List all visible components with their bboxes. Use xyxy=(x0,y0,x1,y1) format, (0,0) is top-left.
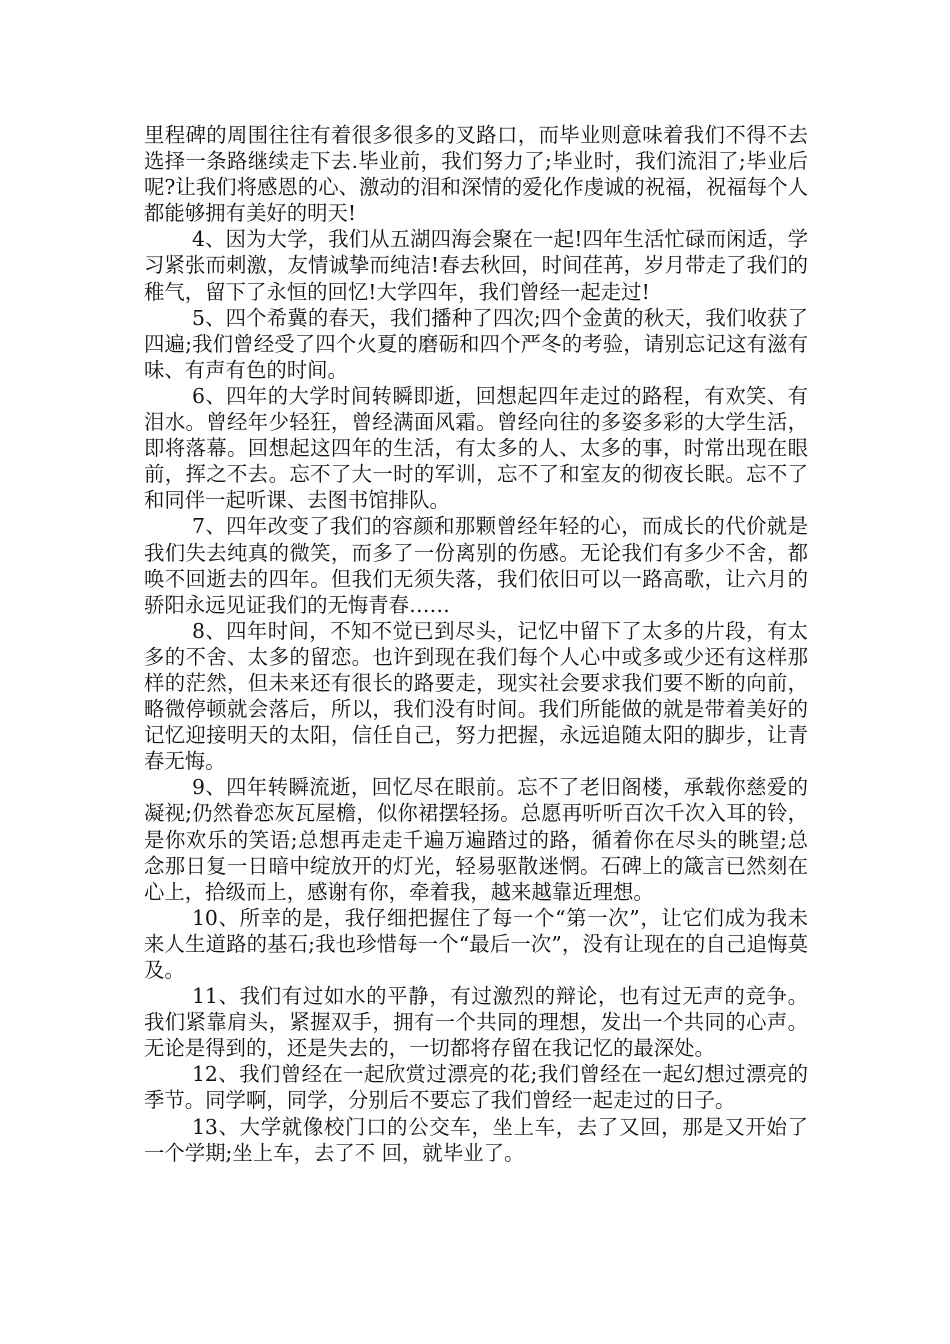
paragraph-item-4: 4、因为大学，我们从五湖四海会聚在一起!四年生活忙碌而闲适，学习紧张而刺激，友情诚挚而纯洁!春去秋回，时间荏苒，岁月带走了我们的稚气，留下了永恒的回忆!大学四年，我们曾经一起走过! xyxy=(144,227,808,304)
paragraph-item-6: 6、四年的大学时间转瞬即逝，回想起四年走过的路程，有欢笑、有泪水。曾经年少轻狂，曾经满面风霜。曾经向往的多姿多彩的大学生活，即将落幕。回想起这四年的生活，有太多的人、太多的事，时常出现在眼前，挥之不去。忘不了大一时的军训，忘不了和室友的彻夜长眠。忘不了和同伴一起听课、去图书馆排队。 xyxy=(144,383,808,513)
paragraph-item-7: 7、四年改变了我们的容颜和那颗曾经年轻的心，而成长的代价就是我们失去纯真的微笑，而多了一份离别的伤感。无论我们有多少不舍，都唤不回逝去的四年。但我们无须失落，我们依旧可以一路高歌，让六月的骄阳永远见证我们的无悔青春…… xyxy=(144,514,808,617)
paragraph-item-9: 9、四年转瞬流逝，回忆尽在眼前。忘不了老旧阁楼，承载你慈爱的凝视;仍然眷恋灰瓦屋檐，似你裙摆轻扬。总愿再听听百次千次入耳的铃，是你欢乐的笑语;总想再走走千遍万遍踏过的路，循着你在尽头的眺望;总念那日复一日暗中绽放开的灯光，轻易驱散迷惘。石碑上的箴言已然刻在心上，拾级而上，感谢有你，牵着我，越来越靠近理想。 xyxy=(144,775,808,904)
document-body xyxy=(144,122,808,1166)
paragraph-item-8: 8、四年时间，不知不觉已到尽头，记忆中留下了太多的片段，有太多的不舍、太多的留恋。也许到现在我们每个人心中或多或少还有这样那样的茫然，但未来还有很长的路要走，现实社会要求我们要不断的向前，略微停顿就会落后，所以，我们没有时间。我们所能做的就是带着美好的记忆迎接明天的太阳，信任自己，努力把握，永远追随太阳的脚步，让青春无悔。 xyxy=(144,618,808,774)
paragraph-item-12: 12、我们曾经在一起欣赏过漂亮的花;我们曾经在一起幻想过漂亮的季节。同学啊，同学，分别后不要忘了我们曾经一起走过的日子。 xyxy=(144,1062,808,1113)
paragraph-continuation: 里程碑的周围往往有着很多很多的叉路口，而毕业则意味着我们不得不去选择一条路继续走下去.毕业前，我们努力了;毕业时，我们流泪了;毕业后呢?让我们将感恩的心、激动的泪和深情的爱化作虔诚的祝福，祝福每个人都能够拥有美好的明天! xyxy=(144,123,808,226)
paragraph-item-11: 11、我们有过如水的平静，有过激烈的辩论，也有过无声的竞争。我们紧靠肩头，紧握双手，拥有一个共同的理想，发出一个共同的心声。无论是得到的，还是失去的，一切都将存留在我记忆的最深处。 xyxy=(144,984,808,1061)
paragraph-item-10: 10、所幸的是，我仔细把握住了每一个“第一次”，让它们成为我未来人生道路的基石;我也珍惜每一个“最后一次”，没有让现在的自己追悔莫及。 xyxy=(144,905,808,982)
paragraph-item-13: 13、大学就像校门口的公交车，坐上车，去了又回，那是又开始了一个学期;坐上车，去了不 回，就毕业了。 xyxy=(144,1114,808,1165)
paragraph-item-5: 5、四个希冀的春天，我们播种了四次;四个金黄的秋天，我们收获了四遍;我们曾经受了四个火夏的磨砺和四个严冬的考验，请别忘记这有滋有味、有声有色的时间。 xyxy=(144,305,808,382)
